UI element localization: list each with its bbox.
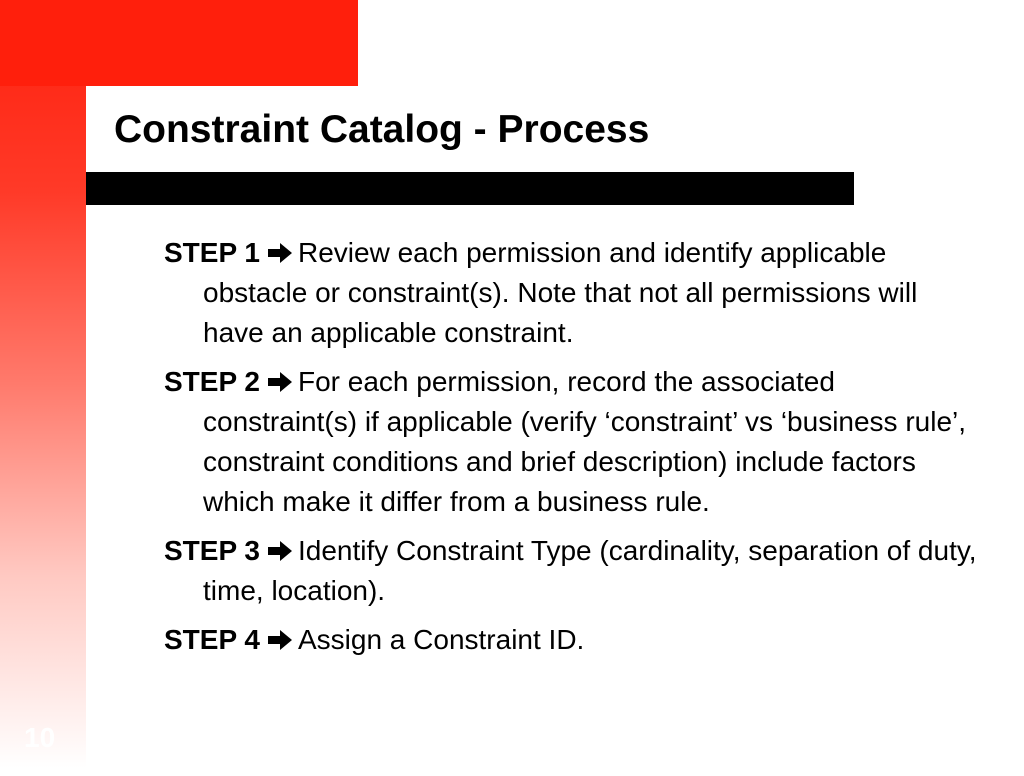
step-1-label: STEP 1 xyxy=(164,237,260,268)
title-underline-bar xyxy=(86,172,854,205)
step-3 xyxy=(164,531,984,611)
page-number: 10 xyxy=(24,722,56,753)
step-1-text: Review each permission and identify applicable obstacle or constraint(s). Note that not all permissions will have an applicable constraint. xyxy=(203,237,918,348)
arrow-right-icon xyxy=(268,243,292,263)
step-2-text: For each permission, record the associated constraint(s) if applicable (verify ‘constraint’ vs ‘business rule’, constraint conditions and brief description) include factors which make it differ from a business rule. xyxy=(203,366,967,517)
arrow-right-icon xyxy=(268,372,292,392)
top-color-band xyxy=(0,0,358,86)
arrow-right-icon xyxy=(268,630,292,650)
step-1 xyxy=(164,233,984,353)
step-3-text: Identify Constraint Type (cardinality, separation of duty, time, location). xyxy=(203,535,977,606)
step-4-text: Assign a Constraint ID. xyxy=(297,624,585,655)
step-4 xyxy=(164,620,984,660)
steps-list xyxy=(164,233,984,669)
side-color-band xyxy=(0,0,86,768)
step-4-label: STEP 4 xyxy=(164,624,260,655)
step-2-label: STEP 2 xyxy=(164,366,260,397)
step-2 xyxy=(164,362,984,522)
arrow-right-icon xyxy=(268,541,292,561)
slide-title: Constraint Catalog - Process xyxy=(114,108,650,151)
step-3-label: STEP 3 xyxy=(164,535,260,566)
